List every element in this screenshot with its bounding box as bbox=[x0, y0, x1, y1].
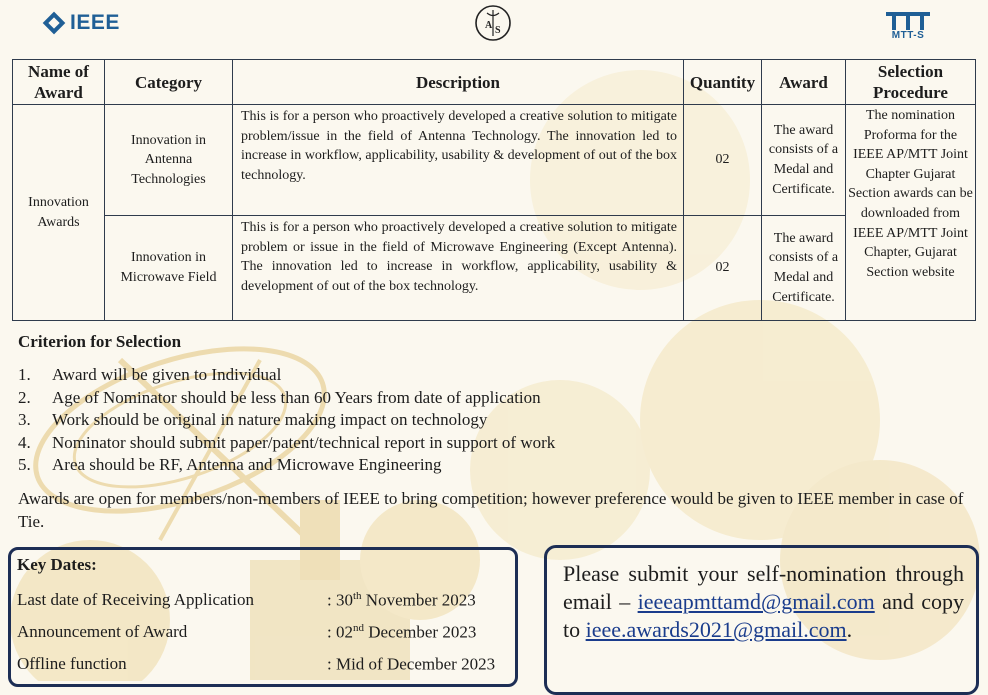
award-cell: The award consists of a Medal and Certificate. bbox=[762, 216, 846, 321]
key-dates-title: Key Dates: bbox=[17, 555, 97, 574]
description-cell: This is for a person who proactively developed a creative solution to mitigate problem/issue in the field of Antenna Technology. The innovation led to increase in workflow, applicability, usability & development of out of the box technology. bbox=[233, 105, 684, 216]
ieee-logo-text: IEEE bbox=[70, 11, 120, 34]
ieee-logo bbox=[46, 10, 136, 36]
header-name-of-award: Name of Award bbox=[13, 60, 105, 105]
criterion-text: Age of Nominator should be less than 60 Years from date of application bbox=[52, 387, 541, 407]
submit-nomination-box bbox=[544, 545, 979, 695]
criterion-number: 4. bbox=[18, 432, 31, 452]
category-cell: Innovation in Microwave Field bbox=[105, 216, 233, 321]
list-item bbox=[18, 432, 555, 455]
awards-table bbox=[12, 59, 976, 321]
criterion-number: 1. bbox=[18, 365, 31, 384]
mtts-logo-text: MTT-S bbox=[891, 30, 925, 41]
criterion-text: Award will be given to Individual bbox=[52, 365, 282, 384]
criterion-text: Work should be original in nature making impact on technology bbox=[52, 410, 488, 430]
ieee-diamond-icon bbox=[43, 12, 66, 35]
key-date-label: Last date of Receiving Application bbox=[17, 590, 254, 609]
key-date-label: Offline function bbox=[17, 654, 127, 673]
category-cell: Innovation in Antenna Technologies bbox=[105, 105, 233, 216]
list-item bbox=[18, 409, 555, 432]
award-name-cell: Innovation Awards bbox=[13, 105, 105, 321]
criterion-text: Area should be RF, Antenna and Microwave Engineering bbox=[52, 455, 442, 475]
criteria-list bbox=[18, 364, 555, 477]
criterion-number: 5. bbox=[18, 455, 31, 475]
mtts-emblem-icon bbox=[880, 10, 936, 32]
award-cell: The award consists of a Medal and Certificate. bbox=[762, 105, 846, 216]
submit-text-copy: and copy to bbox=[563, 589, 964, 642]
key-dates-box bbox=[8, 547, 518, 687]
svg-text:S: S bbox=[495, 25, 501, 36]
criterion-text: Nominator should submit paper/patent/technical report in support of work bbox=[52, 432, 556, 452]
list-item bbox=[18, 364, 555, 387]
table-header-row bbox=[13, 60, 976, 105]
criteria-title: Criterion for Selection bbox=[18, 332, 182, 351]
description-cell: This is for a person who proactively developed a creative solution to mitigate problem or issue in the field of Microwave Engineering (Except Antenna). The innovation led to increase in workflow, applicability, usability & development of out of the box technology. bbox=[233, 216, 684, 321]
header-category: Category bbox=[105, 60, 233, 105]
header-quantity: Quantity bbox=[684, 60, 762, 105]
key-date-value: : Mid of December 2023 bbox=[327, 654, 496, 674]
table-row bbox=[13, 216, 976, 321]
criterion-number: 2. bbox=[18, 387, 31, 407]
key-date-value: : 30th November 2023 bbox=[327, 590, 476, 610]
selection-procedure-cell: The nomination Proforma for the IEEE AP/MTT Joint Chapter Gujarat Section awards can be downloaded from IEEE AP/MTT Joint Chapter, Gujarat Section website bbox=[846, 105, 976, 321]
quantity-cell: 02 bbox=[684, 216, 762, 321]
header-selection-procedure: Selection Procedure bbox=[846, 60, 976, 105]
email-link-primary[interactable]: ieeeapmttamd@gmail.com bbox=[637, 589, 875, 614]
header-award: Award bbox=[762, 60, 846, 105]
key-date-value: : 02nd December 2023 bbox=[327, 622, 477, 642]
svg-text:A: A bbox=[485, 20, 493, 31]
table-row bbox=[13, 105, 976, 216]
submit-text: Please submit your self-nomination through email – bbox=[563, 561, 964, 614]
key-date-label: Announcement of Award bbox=[17, 622, 188, 641]
mtts-logo bbox=[880, 10, 936, 42]
list-item bbox=[18, 387, 555, 410]
quantity-cell: 02 bbox=[684, 105, 762, 216]
header-description: Description bbox=[233, 60, 684, 105]
aps-logo bbox=[474, 4, 512, 42]
list-item bbox=[18, 454, 555, 477]
criterion-number: 3. bbox=[18, 410, 31, 430]
eligibility-note: Awards are open for members/non-members of IEEE to bring competition; however preference would be given to IEEE member in case of Tie. bbox=[18, 489, 964, 531]
email-link-copy[interactable]: ieee.awards2021@gmail.com bbox=[585, 617, 847, 642]
submit-text-end: . bbox=[846, 617, 853, 642]
